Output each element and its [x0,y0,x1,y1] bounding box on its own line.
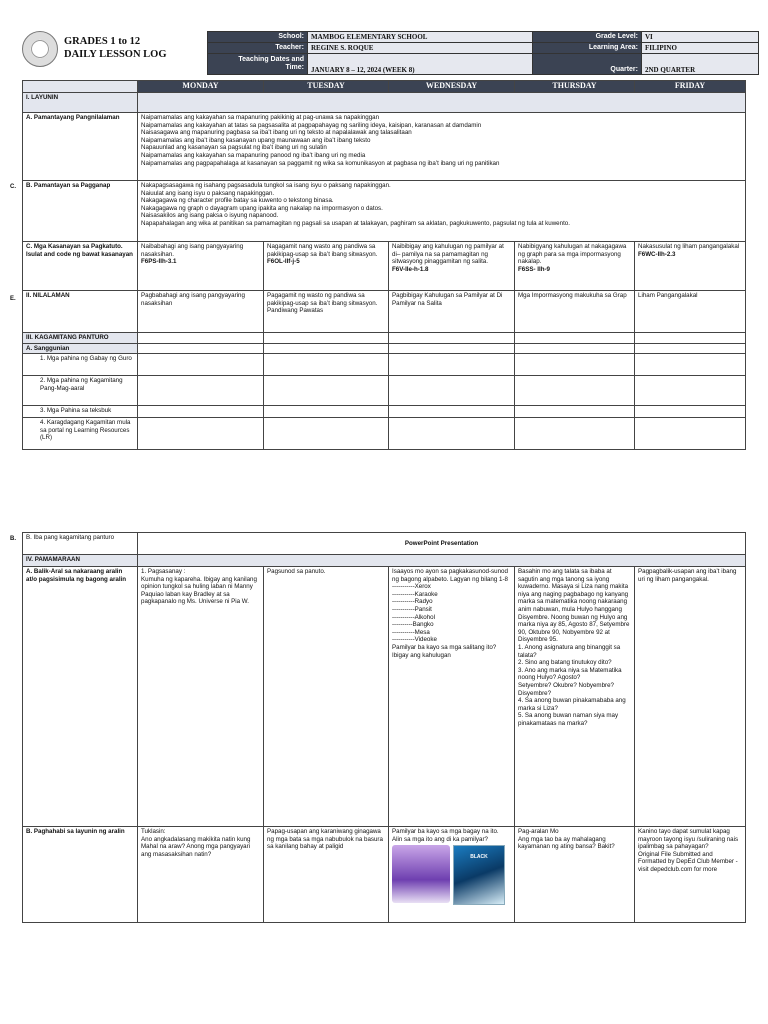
paghahabi-label: B. Paghahabi sa layunin ng aralin [23,827,138,923]
title-line1: GRADES 1 to 12 [64,36,141,47]
balik-tuesday: Pagsunod sa panuto. [264,567,389,827]
nilalaman-label: II. NILALAMAN [23,291,138,333]
nilalaman-wednesday: Pagbibigay Kahulugan sa Pamilyar at Di Pamilyar na Salita [389,291,515,333]
row-mark-b: B. [10,536,16,542]
day-thursday: THURSDAY [515,81,635,93]
day-friday: FRIDAY [635,81,746,93]
paghahabi-wednesday: Pamilyar ba kayo sa mga bagay na ito. Alin sa mga ito ang di ka pamilyar? BLACK [389,827,515,923]
nilalaman-monday: Pagbabahagi ang isang pangyayaring nasaksihan [138,291,264,333]
teacher-value: REGINE S. ROQUE [308,43,533,54]
log-title [64,35,167,61]
row-mark-c: C. [10,184,16,190]
day-tuesday: TUESDAY [264,81,389,93]
balik-monday: 1. Pagsasanay : Kumuha ng kapareha. Ibigay ang kanilang opinion tungkol sa huling laban ni Manny Paquiao laban kay Bradley at sa pagkapanalo ng Ms. Universe ni Pia W. [138,567,264,827]
header-info-table [207,31,759,75]
balik-wednesday: Isaayos mo ayon sa pagkakasunod-sunod ng bagong alpabeto. Lagyan ng bilang 1-8 -----------Xerox -----------Karaoke -----------Radyo -----------Pansit -----------Alkohol ----------Bangko -----------Mesa -----------Videoke Pamilyar ba kayo sa mga salitang ito? Ibigay ang kahulugan [389,567,515,827]
balik-friday: Pagpagbalik-usapan ang iba’t ibang uri ng liham pangangakal. [635,567,746,827]
sanggunian-2-label: 2. Mga pahina ng Kagamitang Pang-Mag-aaral [23,376,138,406]
paghahabi-friday: Kanino tayo dapat sumulat kapag mayroon tayong isyu /suliraning nais ipalimbag sa pahayagan? Original File Submitted and Formatted by DepEd Club Member - visit depedclub.com for more [635,827,746,923]
teacher-label: Teacher: [208,43,308,54]
pamantayang-content [138,113,746,181]
nilalaman-friday: Liham Pangangalakal [635,291,746,333]
layunin-label: I. LAYUNIN [23,93,138,113]
nilalaman-thursday: Mga Impormasyong makukuha sa Grap [515,291,635,333]
grade-value: VI [642,32,759,43]
corner-cell [23,81,138,93]
paghahabi-monday: Tuklasin: Ano angkadalasang makikita natin kung Mahal na araw? Anong mga pangyayari ang masasaksihan natin? [138,827,264,923]
pagganap-line: Naiuulat ang isang isyu o paksang napakinggan. [141,189,275,197]
paghahabi-tuesday: Papag-usapan ang karaniwang ginagawa ng mga bata sa mga nabubulok na basura sa kanilang bahay at paligid [264,827,389,923]
deped-seal [22,31,58,67]
row-mark-e: E. [10,296,16,302]
kasanayan-tuesday: Nagagamit nang wasto ang pandiwa sa pakikipag-usap sa iba’t ibang sitwasyon. F6OL-IIf-j-5 [264,242,389,291]
kasanayan-friday: Nakasusulat ng liham pangangalakal F6WC-IIh-2.3 [635,242,746,291]
kasanayan-monday: Naibabahagi ang isang pangyayaring nasaksihan. F6PS-IIh-3.1 [138,242,264,291]
layunin-cell [138,93,746,113]
dates-value: JANUARY 8 – 12, 2024 (WEEK 8) [308,54,533,75]
shampoo-bottles-image [392,845,450,903]
lesson-table-1 [22,80,746,450]
pamantayang-line: Napauunlad ang kasanayan sa pagsulat ng iba’t ibang uri ng sulatin [141,144,327,152]
ppt-cell: PowerPoint Presentation [138,533,746,555]
pagganap-line: Nakagagawa ng character profile batay sa kuwento o tekstong binasa. [141,197,334,205]
pagganap-content [138,181,746,242]
kasanayan-wednesday: Naibibigay ang kahulugan ng pamilyar at di– pamilya na sa pamamagitan ng sitwasyong pinaggamitan ng salita. F6V-IIe-h-1.8 [389,242,515,291]
pamantayang-line: Naipamamalas ang kakayahan at tatas sa pagsasalita at pagpapahayag ng sariling ideya, kaisipan, karanasan at damdamin [141,121,482,129]
kagamitan-label: III. KAGAMITANG PANTURO [23,333,138,344]
pamantayang-label: A. Pamantayang Pangnilalaman [23,113,138,181]
quarter-label: Quarter: [533,54,642,75]
area-label: Learning Area: [533,43,642,54]
school-label: School: [208,32,308,43]
sanggunian-label: A. Sanggunian [23,343,138,354]
paghahabi-thursday: Pag-aralan Mo Ang mga tao ba ay mahalagang kayamanan ng ating bansa? Bakit? [515,827,635,923]
quarter-value: 2ND QUARTER [642,54,759,75]
day-monday: MONDAY [138,81,264,93]
pamantayang-line: Naipamamalas ang kakayahan sa mapanuring panood ng iba’t ibang uri ng media [141,151,366,159]
pagganap-line: Napapahalagan ang wika at panitikan sa pamamagitan ng pagsali sa usapan at talakayan, paghiram sa aklatan, pagkukuwento, pagsulat ng tula at kuwento. [141,219,570,227]
nilalaman-tuesday: Pagagamit ng wasto ng pandiwa sa pakikipag-usap sa iba’t ibang sitwasyon. Pandiwang Pawatas [264,291,389,333]
lesson-table-2 [22,532,746,923]
pagganap-line: Nakagagawa ng graph o dayagram upang ipakita ang nakalap na impormasyon o datos. [141,204,383,212]
pamamaraan-label: IV. PAMAMARAAN [23,555,138,567]
title-line2: DAILY LESSON LOG [64,49,167,60]
area-value: FILIPINO [642,43,759,54]
kasanayan-thursday: Nabibigyang kahulugan at nakagagawa ng graph para sa mga impormasyong nakalap. F6SS- IIh-9 [515,242,635,291]
pamantayang-line: Naisasagawa ang mapanuring pagbasa sa iba’t ibang uri ng teksto at napalalawak ang talasalitaan [141,129,412,137]
grade-label: Grade Level: [533,32,642,43]
pandiwang-pawatas: Pandiwang Pawatas [267,307,324,315]
balik-thursday: Basahin mo ang talata sa ibaba at sagutin ang mga tanong sa iyong kuwaderno. Masaya si Liza nang makita niya ang naging pagbabago ng kanyang marka sa matematika noong nakaraang anim nabuwan, mula Hulyo hanggang Disyembre. Noong buwan ng Hulyo ang marka niya ay 85, Agosto 87, Setyembre 90, Oktubre 90, Nobyembre 92 at Disyembre 95. 1. Anong asignatura ang binanggit sa talata? 2. Sino ang batang tinutukoy dito? 3. Ano ang marka niya sa Matematika noong Hulyo? Agosto? Setyembre? Okubre? Nobyembre? Disyembre? 4. Sa anong buwan pinakamababa ang marka si Liza? 5. Sa anong buwan naman siya may pinakamataas na marka? [515,567,635,827]
pamantayang-line: Naipamamalas ang pagpapahalaga at kasanayan sa paggamit ng wika sa komunikasyon at pagbasa ng iba’t ibang uri ng panitikan [141,159,500,167]
dates-label: Teaching Dates and Time: [208,54,308,75]
kasanayan-label: C. Mga Kasanayan sa Pagkatuto. Isulat and code ng bawat kasanayan [23,242,138,291]
pamantayang-line: Naipamamalas ang iba’t ibang kasanayan upang maunawaan ang iba’t ibang teksto [141,136,371,144]
pagganap-line: Naisasakilos ang isang paksa o isyung napanood. [141,212,279,220]
sanggunian-1-label: 1. Mga pahina ng Gabay ng Guro [23,354,138,376]
sanggunian-4-label: 4. Karagdagang Kagamitan mula sa portal ng Learning Resources (LR) [23,418,138,450]
pagganap-label: B. Pamantayan sa Pagganap [23,181,138,242]
pamantayang-line: Naipamamalas ang kakayahan sa mapanuring pakikinig at pag-unawa sa napakinggan [141,114,380,121]
day-wednesday: WEDNESDAY [389,81,515,93]
iba-label: B. Iba pang kagamitang panturo [23,533,138,555]
hair-product-box-image: BLACK [453,845,505,905]
pagganap-line: Nakapagsasagawa ng isahang pagsasadula tungkol sa isang isyu o paksang napakinggan. [141,182,391,189]
sanggunian-3-label: 3. Mga Pahina sa teksbuk [23,406,138,418]
balik-label: A. Balik-Aral sa nakaraang aralin at/o pagsisimula ng bagong aralin [23,567,138,827]
school-value: MAMBOG ELEMENTARY SCHOOL [308,32,533,43]
